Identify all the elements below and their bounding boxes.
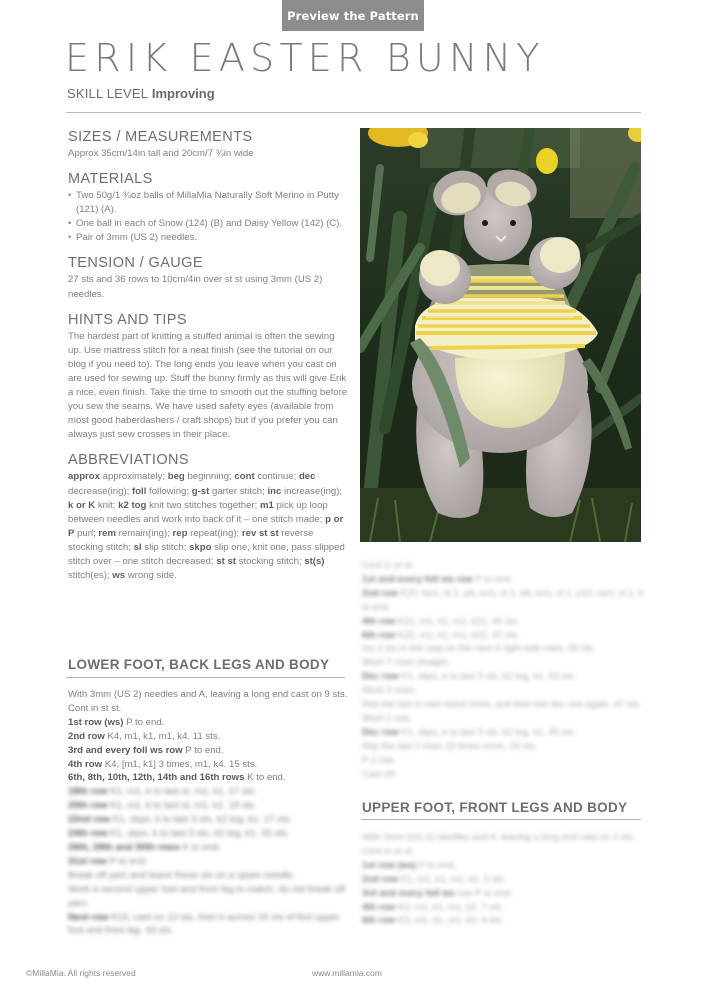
row-instruction: K4, [m1, k1] 3 times, m1, k4. 15 sts. [102,758,258,770]
row-instruction: Rep the last 4 rows twice more, and then the dec row again. 47 sts. [362,698,642,710]
row-instruction: K1, skpo, k to last 3 sts, k2 tog, k1. 17 sts. [110,814,292,826]
instruction-line [68,758,350,772]
row-instruction: K21, m1, k1, m1, k21. 45 sts. [395,614,520,626]
instruction-line [68,911,350,939]
skill-level [67,86,215,101]
row-instruction: P to end. [472,572,513,584]
row-label: Next row [68,911,109,923]
row-label: 18th row [68,786,108,798]
row-label: 6th row [362,628,396,640]
row-instruction: K20, turn, sl 1, p8, turn, sl 1, k8, turn, sl 1, p10, turn, sl 1, k to end. [362,586,644,612]
row-instruction: P to end. [123,716,165,728]
abbreviation-definition: slip stitch; [141,541,190,553]
instruction-line [362,844,647,858]
materials-item: • One ball in each of Snow (124) (B) and Daisy Yellow (142) (C). [68,217,348,231]
instruction-line [362,900,647,914]
bunny-photo-illustration [360,128,641,542]
instruction-line [68,855,350,869]
instruction-line [362,711,647,725]
abbreviation-definition: increase(ing); [281,485,343,497]
abbreviation-definition: decrease(ing); [68,485,132,497]
footer-website-link[interactable]: www.millamia.com [312,968,382,978]
instruction-line [68,841,350,855]
instruction-line [362,572,647,586]
row-instruction: K to end. [244,772,286,784]
abbreviation-term: rev st st [241,527,279,539]
body-continuation-blurred [362,558,647,781]
row-instruction: K3, m1, k1, m1, k3. 9 sts. [395,914,504,926]
upper-foot-divider [361,819,641,820]
abbreviation-term: g-st [191,485,210,497]
instruction-line [362,586,647,614]
row-label: 20th row [68,800,108,812]
row-label: Dec row [362,670,399,682]
instruction-line [68,869,350,883]
materials-heading: MATERIALS [68,171,153,188]
instruction-line [362,697,647,711]
row-instruction: P to end. [106,855,148,867]
row-label: Dec row [362,725,399,737]
abbreviations-section [68,452,348,583]
abbreviation-term: rem [98,527,117,539]
abbreviation-term: sl [133,541,142,553]
abbreviation-definition: pick up loop between needles and work into back of it – one stitch made; [68,499,328,525]
preview-pattern-button[interactable]: Preview the Pattern [282,0,424,31]
abbreviation-term: beg [167,471,185,483]
materials-item: • Two 50g/1 ¾oz balls of MillaMia Naturally Soft Merino in Putty (121) (A). [68,189,348,217]
row-label: 31st row [68,855,107,867]
row-instruction: P to end. [182,744,224,756]
instruction-line [362,913,647,927]
instruction-line [68,771,350,785]
row-instruction: Work a second upper foot and front leg to match, do not break off yarn. [68,883,345,909]
instruction-line [362,739,647,753]
row-instruction: K1, m1, k to last st, m1, k1. 17 sts. [107,786,257,798]
row-label: 6th row [362,914,396,926]
hints-section [68,312,348,443]
row-instruction: Cont in st st. [68,702,122,714]
bunny-photo [360,128,641,542]
row-label: 1st and every foll ws row [362,572,473,584]
row-instruction: With 3mm (US 2) needles and A, leaving a long end cast on 3 sts. [362,831,636,842]
instruction-line [362,872,647,886]
abbreviation-term: ws [112,570,126,582]
abbreviation-term: dec [298,471,316,483]
instruction-line [68,688,350,702]
abbreviations-heading: ABBREVIATIONS [68,452,189,469]
instruction-line [362,886,647,900]
row-label: 3rd and every foll ws row [68,744,183,756]
row-label: 4th row [362,900,396,912]
instruction-line [362,669,647,683]
abbreviation-term: st st [216,555,236,567]
skill-level-label: SKILL LEVEL [67,86,149,101]
tension-text: 27 sts and 36 rows to 10cm/4in over st st using 3mm (US 2) needles. [68,274,323,300]
row-label: 3rd and every foll ws [362,886,455,898]
abbreviation-definition: knit; [95,499,119,511]
lower-foot-instructions [68,688,350,938]
abbreviation-definition: garter stitch; [209,485,268,497]
sizes-heading: SIZES / MEASUREMENTS [68,129,253,145]
instruction-line [362,767,647,781]
lower-foot-visible-lines [68,688,350,785]
row-instruction: K15, cast on 13 sts, then k across 15 sts of first upper foot and front leg. 43 sts. [68,911,340,937]
abbreviation-definition: stocking stitch; [235,555,305,567]
row-label: 22nd row [68,814,111,826]
abbreviation-term: skpo [189,541,212,553]
row-instruction: row P to end. [454,886,513,898]
instruction-line [68,702,350,716]
row-instruction: Break off yarn and leave these sts on a spare needle. [68,869,296,881]
row-label: 2nd row [68,730,105,742]
row-instruction: Work 7 rows straight. [362,656,450,668]
instruction-line [68,730,350,744]
row-instruction: K4, m1, k1, m1, k4. 11 sts. [104,730,221,742]
row-label: 24th row [68,828,108,840]
instruction-line [68,813,350,827]
row-instruction: K1, skpo, k to last 3 sts, k2 tog, k1. 45 sts. [398,725,577,737]
abbreviation-definition: continue; [254,471,299,483]
row-instruction: Cast off. [362,767,397,779]
materials-list [68,189,348,245]
abbreviation-definition: slip one, knit one, pass slipped stitch over – one stitch decreased; [68,541,345,567]
instruction-line [362,628,647,642]
abbreviation-term: inc [267,485,282,497]
instruction-line [362,858,647,872]
materials-item: • Pair of 3mm (US 2) needles. [68,231,348,245]
abbreviation-definition: approximately; [100,471,168,483]
instruction-line [362,558,647,572]
abbreviation-term: k2 tog [118,499,147,511]
instruction-line [362,683,647,697]
abbreviation-term: approx [68,471,100,483]
hints-heading: HINTS AND TIPS [68,311,187,328]
abbreviation-definition: beginning; [184,471,235,483]
row-label: 2nd row [362,872,398,884]
abbreviation-definition: wrong side. [125,570,177,582]
abbreviation-definition: following; [146,485,192,497]
abbreviation-term: rep [172,527,188,539]
tension-heading: TENSION / GAUGE [68,255,203,272]
row-instruction: Work 1 row. [362,711,412,723]
upper-foot-heading: UPPER FOOT, FRONT LEGS AND BODY [362,800,628,815]
row-label: 4th row [362,614,396,626]
skill-level-value: Improving [151,86,215,101]
sizes-text: Approx 35cm/14in tall and 20cm/7 ¾in wide [68,148,254,159]
row-label: 26th, 28th and 30th rows [68,841,180,853]
instruction-line [68,785,350,799]
footer-copyright: ©MillaMia. All rights reserved [26,968,136,978]
row-instruction: K to end. [179,841,222,853]
page-title: ERIK EASTER BUNNY [65,36,545,80]
row-instruction: Cont in st st. [362,559,415,570]
row-instruction: Cont in st st. [362,844,415,856]
abbreviation-definition: purl; [74,527,99,539]
header-divider [66,112,641,113]
row-instruction: P to end. [416,858,457,870]
lower-foot-divider [66,677,345,678]
instruction-line [68,716,350,730]
row-label: 1st row (ws) [362,858,417,870]
lower-foot-blurred-lines [68,785,350,938]
abbreviation-term: foll [132,485,147,497]
instruction-line [362,641,647,655]
instruction-line [362,753,647,767]
tension-section [68,255,348,301]
instruction-line [68,883,350,911]
abbreviation-term: k or K [68,499,96,511]
row-instruction: Work 3 rows. [362,684,417,696]
row-instruction: K2, m1, k1, m1, k2. 7 sts. [395,900,504,912]
hints-text: The hardest part of knitting a stuffed animal is often the sewing up. Use mattress stitch for a neat finish (see the tutorial on our blog if you need to). The long ends you leave when you cast on are used for sewing up. Stuff the bunny firmly as this will give Erik a nice, even finish. Take the time to smooth out the stuffing before you sew the seams. We have used safety eyes (available from most good haberdashers / craft shops) but if you prefer you can always just sew crosses in their place. [68,330,348,441]
row-instruction: P 1 row. [362,753,396,765]
row-instruction: Inc 2 sts in this way on the next 4 right side rows. 55 sts. [362,642,596,654]
row-instruction: With 3mm (US 2) needles and A, leaving a long end cast on 9 sts. [68,689,348,700]
instruction-line [362,655,647,669]
abbreviation-term: p or P [68,513,344,539]
abbreviations-text [68,470,348,583]
row-label: 4th row [68,758,103,770]
lower-foot-heading: LOWER FOOT, BACK LEGS AND BODY [68,657,330,672]
abbreviation-definition: knit two stitches together; [146,499,260,511]
instruction-line [362,614,647,628]
row-label: 1st row (ws) [68,716,124,728]
materials-section [68,171,348,245]
abbreviation-definition: reverse stocking stitch; [68,527,314,553]
row-instruction: K1, skpo, k to last 3 sts, k2 tog, k1. 15 sts. [107,828,290,840]
abbreviation-term: m1 [260,499,274,511]
row-instruction: Rep the last 2 rows 13 times more. 19 sts. [362,739,538,751]
row-label: 6th, 8th, 10th, 12th, 14th and 16th rows [68,772,245,784]
abbreviation-definition: stitch(es); [68,570,113,582]
instruction-line [362,725,647,739]
abbreviation-definition: remain(ing); [116,527,173,539]
abbreviation-term: st(s) [304,555,325,567]
pattern-info-column [68,129,348,590]
upper-foot-blurred-lines [362,830,647,927]
instruction-line [68,744,350,758]
instruction-line [68,827,350,841]
row-instruction: K22, m1, k1, m1, k22. 47 sts. [395,628,520,640]
abbreviation-term: cont [234,471,255,483]
row-instruction: K1, m1, k1, m1, k1. 5 sts. [397,872,507,884]
instruction-line [362,830,647,844]
row-label: 2nd row [362,586,398,598]
instruction-line [68,799,350,813]
abbreviation-definition: repeat(ing); [187,527,242,539]
row-instruction: K1, skpo, k to last 3 sts, k2 tog, k1. 53 sts. [398,670,577,682]
sizes-section [68,129,348,161]
row-instruction: K1, m1, k to last st, m1, k1. 19 sts. [107,800,257,812]
